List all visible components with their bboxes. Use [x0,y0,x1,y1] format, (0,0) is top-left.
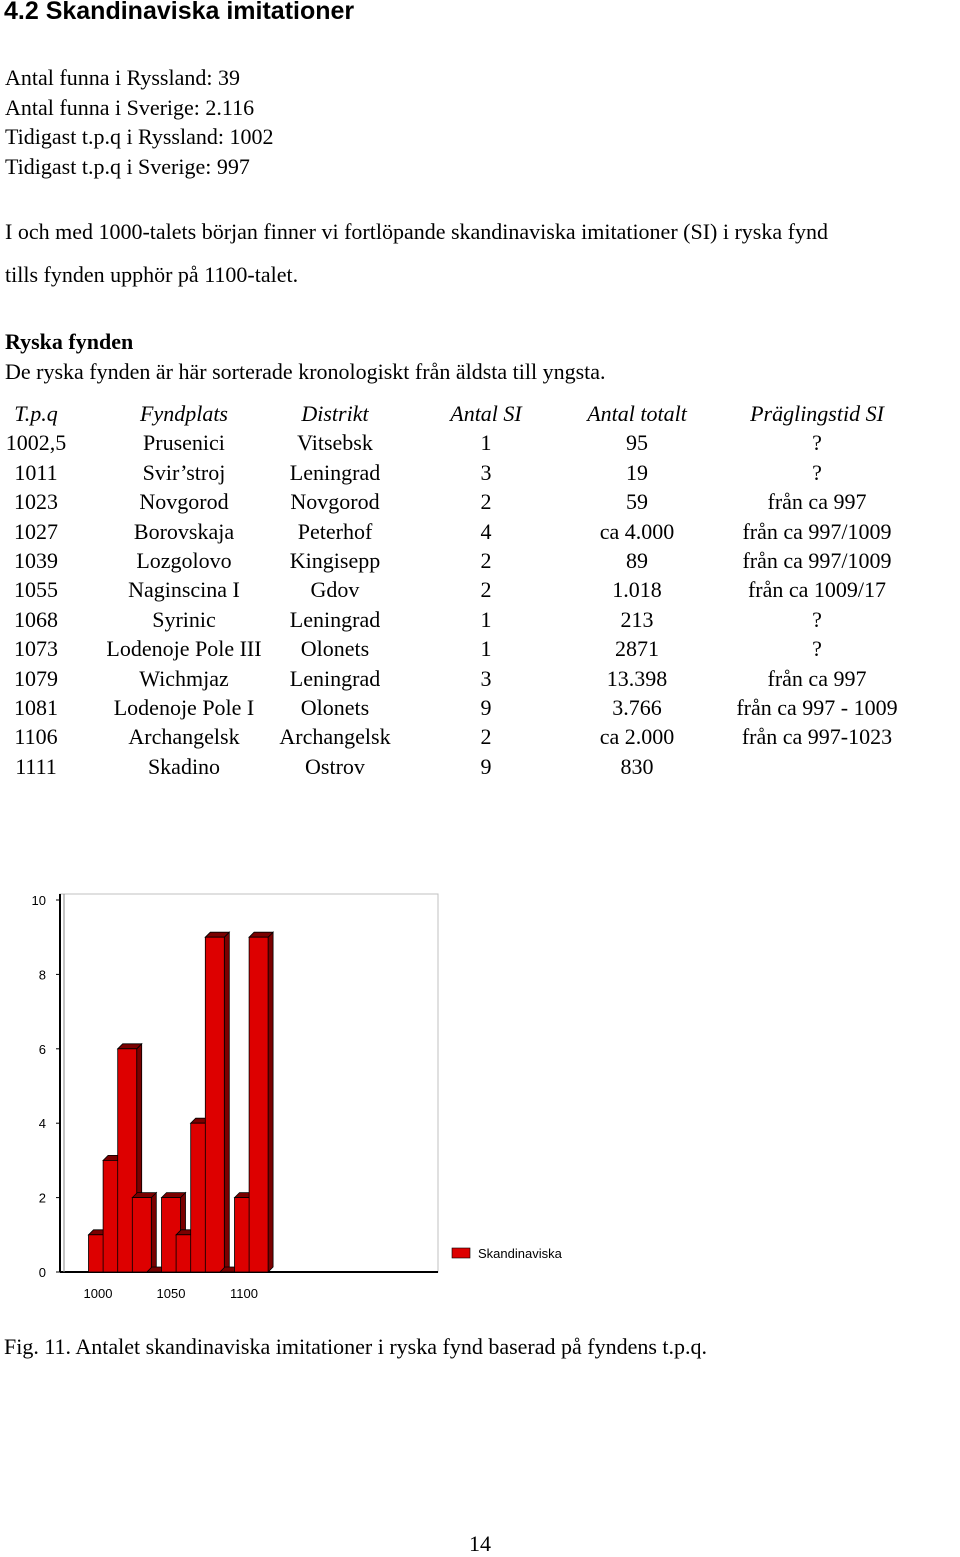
table-cell: från ca 997 - 1009 [736,695,898,720]
y-tick-label: 4 [38,1116,46,1132]
table-cell: Leningrad [289,665,381,691]
table-row [0,519,960,548]
table-cell: 1027 [14,518,58,544]
table-cell: 19 [626,459,648,485]
table-cell: Lodenoje Pole I [113,695,255,720]
table-cell: 89 [626,548,648,573]
table-cell: 830 [620,753,654,779]
table-cell: 3 [480,665,492,691]
table-cell: Lodenoje Pole III [106,636,262,662]
table-cell: 1079 [14,665,58,691]
stat-line: Antal funna i Sverige: 2.116 [5,94,255,120]
table-cell: Skadino [147,753,221,779]
column-header: Distrikt [301,401,369,426]
intro-paragraph [5,210,960,296]
table-row [0,636,960,665]
y-tick-label: 0 [38,1265,46,1280]
table-cell: 95 [626,430,648,456]
subsection-description: De ryska fynden är här sorterade kronologiskt från äldsta till yngsta. [5,359,606,384]
table-cell: Novgorod [290,489,380,515]
table-cell: 3.766 [612,695,662,720]
table-cell: Svir’stroj [142,459,226,485]
table-row [0,548,960,577]
table-cell: 59 [626,489,648,515]
table-cell: 1 [480,636,492,662]
table-cell: 3 [480,459,492,485]
bar [132,1198,151,1272]
table-cell: 1002,5 [5,430,67,456]
bar-chart [0,880,960,1310]
table-cell: 1011 [14,459,58,485]
table-cell: 4 [480,518,492,544]
table-cell: Lozgolovo [136,548,232,573]
table-cell: 1023 [14,489,58,515]
table-cell: ca 4.000 [599,518,675,544]
table-cell: 1039 [14,548,58,573]
table-cell: 1073 [14,636,58,662]
column-header: T.p.q [14,401,58,426]
table-row [0,607,960,636]
bar-side [151,1193,156,1272]
stat-line: Tidigast t.p.q i Sverige: 997 [5,153,250,179]
table-cell: Archangelsk [128,724,240,750]
table-cell: Syrinic [152,606,216,632]
table-cell: ? [812,606,822,632]
column-header: Präglingstid SI [750,401,884,426]
table-cell: Kingisepp [289,548,381,573]
table-cell: 2 [480,548,492,573]
figure-caption: Fig. 11. Antalet skandinaviska imitationer i ryska fynd baserad på fyndens t.p.q. [4,1334,708,1359]
table-row [0,489,960,518]
table-cell: 2 [480,489,492,515]
table-cell: från ca 997/1009 [742,548,892,573]
table-cell: Borovskaja [133,518,235,544]
table-cell: 2 [480,724,492,750]
bar-side [268,932,273,1272]
table-row [0,430,960,459]
table-row [0,724,960,753]
table-cell: 13.398 [606,665,668,691]
table-cell: Gdov [310,577,360,603]
stat-line: Antal funna i Ryssland: 39 [5,65,240,90]
table-row [0,460,960,489]
table-cell: Peterhof [297,518,373,544]
table-cell: Prusenici [143,430,225,456]
x-tick-label: 1050 [156,1286,186,1301]
y-tick-label: 10 [31,893,46,908]
section-heading: 4.2 Skandinaviska imitationer [4,0,355,25]
subsection [5,327,606,387]
paragraph-line: tills fynden upphör på 1100-talet. [5,262,299,287]
summary-stats [5,63,273,181]
table-cell: Leningrad [289,459,381,485]
table-cell: 1 [480,606,492,632]
table-cell: 1.018 [612,577,662,603]
table-cell: Archangelsk [279,724,391,750]
subsection-title: Ryska fynden [5,329,134,354]
bar [205,937,224,1272]
table-cell: Olonets [300,695,370,720]
y-tick-label: 2 [38,1190,46,1206]
table-cell: Wichmjaz [139,665,229,691]
stat-line: Tidigast t.p.q i Ryssland: 1002 [5,124,274,149]
table-cell: Leningrad [289,606,381,632]
table-header-row [0,401,960,430]
table-cell: från ca 997-1023 [741,724,893,750]
table-cell: 1081 [14,695,58,720]
table-cell: från ca 997 [767,489,867,515]
table-cell: från ca 997/1009 [742,518,892,544]
table-row [0,695,960,724]
table-cell: från ca 1009/17 [747,577,887,603]
table-cell: Ostrov [305,753,365,779]
column-header: Antal SI [450,401,522,426]
legend-swatch [452,1248,470,1258]
table-cell: 213 [620,606,654,632]
table-cell: 1055 [14,577,58,603]
table-cell: Vitsebsk [297,430,373,456]
bar [249,937,268,1272]
table-cell: 1 [480,430,492,456]
table-cell: ca 2.000 [599,724,675,750]
table-cell: 1106 [14,724,58,750]
paragraph-line: I och med 1000-talets början finner vi fortlöpande skandinaviska imitationer (SI) i ryska fynd [5,219,828,244]
legend-label: Skandinaviska [478,1246,562,1261]
table-cell: 1111 [15,753,57,779]
x-tick-label: 1100 [230,1286,258,1301]
table-cell: Naginscina I [128,577,240,603]
table-cell: 2871 [615,636,659,662]
table-cell: Novgorod [139,489,229,515]
page-number: 14 [469,1531,491,1556]
column-header: Antal totalt [587,401,687,426]
table-cell: ? [812,430,822,456]
bar-side [224,932,229,1272]
table-row [0,577,960,606]
table-cell: Olonets [300,636,370,662]
table-cell: 9 [480,695,492,720]
y-tick-label: 8 [38,967,46,983]
table-cell: ? [812,459,822,485]
table-row [0,666,960,695]
table-row [0,754,960,783]
table-cell: 2 [480,577,492,603]
table-cell: 1068 [14,606,58,632]
table-cell: ? [812,636,822,662]
x-tick-label: 1000 [83,1286,113,1301]
y-tick-label: 6 [38,1041,46,1057]
table-cell: 9 [480,753,492,779]
table-cell: från ca 997 [767,665,867,691]
column-header: Fyndplats [140,401,228,426]
